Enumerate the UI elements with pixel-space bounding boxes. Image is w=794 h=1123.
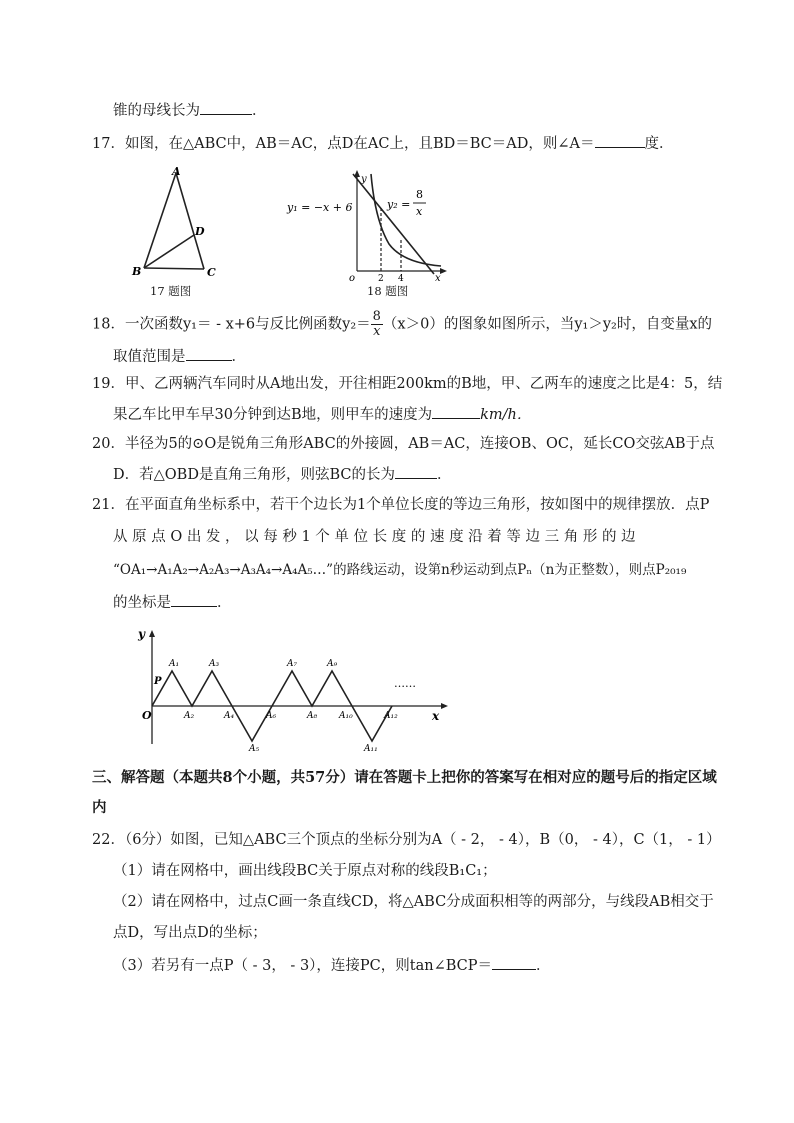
fig18-label-y2-num: 8 — [416, 188, 423, 201]
fig21-label-a9: A₉ — [327, 659, 338, 669]
answer-blank-17[interactable] — [595, 133, 645, 148]
fig21-dots: …… — [394, 677, 416, 690]
question-21-line4: 的坐标是 ． — [113, 592, 232, 613]
figure-18 — [285, 168, 450, 283]
fig18-label-x: x — [435, 273, 441, 283]
answer-blank-21[interactable] — [171, 592, 217, 607]
fig21-label-a5: A₅ — [249, 744, 260, 752]
question-21: 21．在平面直角坐标系中，若干个边长为1个单位长度的等边三角形，按如图中的规律摆放．点P — [92, 497, 710, 513]
fig17-label-D: D — [195, 225, 205, 238]
fig17-edge-AC — [176, 173, 204, 269]
fig21-label-a12: A₁₂ — [384, 711, 398, 721]
fig18-label-y1: y₁ = −x + 6 — [287, 201, 353, 214]
answer-blank-20[interactable] — [395, 464, 437, 479]
question-19-line2: 果乙车比甲车早30分钟到达B地，则甲车的速度为 km/h． — [113, 404, 531, 425]
answer-blank-22[interactable] — [492, 955, 536, 970]
figure-17 — [125, 163, 225, 283]
answer-blank-19[interactable] — [432, 404, 480, 419]
question-20-line2: D．若△OBD是直角三角形，则弦BC的长为 ． — [113, 464, 451, 485]
fig18-label-y2-den: x — [416, 205, 423, 218]
fig18-x-arrow — [440, 268, 447, 274]
fig17-edge-BD — [144, 235, 194, 268]
question-20: 20．半径为5的⊙O是锐角三角形ABC的外接圆，AB＝AC，连接OB、OC，延长CO交弦AB于点 — [92, 436, 715, 452]
fig21-label-o: O — [142, 709, 152, 722]
fig18-y-arrow — [354, 170, 360, 177]
fig21-label-a8: A₈ — [307, 711, 318, 721]
section-3-heading-line2: 内 — [92, 799, 107, 816]
fig17-edge-AB — [144, 173, 176, 268]
fig17-label-C: C — [207, 266, 216, 279]
fig21-label-a7: A₇ — [287, 659, 298, 669]
fig21-label-a4: A₄ — [224, 711, 235, 721]
caption-17: 17 题图 — [150, 284, 192, 298]
question-21-line2: 从 原 点 O 出 发 ， 以 每 秒 1 个 单 位 长 度 的 速 度 沿 着 等 边 三 角 形 的 边 — [113, 529, 636, 545]
fig21-label-a6: A₆ — [266, 711, 277, 721]
fig18-label-y: y — [361, 174, 367, 185]
fig21-label-p: P — [154, 676, 162, 687]
question-22: 22．（6分）如图，已知△ABC三个顶点的坐标分别为A（ - 2， - 4），B（0， - 4），C（1， - 1） — [92, 832, 721, 848]
question-22-part3: （3）若另有一点P（ - 3， - 3），连接PC，则tan∠BCP＝ ． — [113, 955, 551, 976]
question-21-line3: “OA₁→A₁A₂→A₂A₃→A₃A₄→A₄A₅…”的路线运动，设第n秒运动到点Pₙ（n为正整数），则点P₂₀₁₉ — [113, 562, 687, 578]
fig21-label-a11: A₁₁ — [364, 744, 378, 752]
fig21-label-x: x — [432, 709, 440, 723]
question-19: 19．甲、乙两辆汽车同时从A地出发，开往相距200km的B地，甲、乙两车的速度之比是4：5，结 — [92, 376, 723, 392]
q18-fraction: $\frac{8}{x}$ — [372, 309, 381, 339]
fig17-label-A: A — [172, 165, 181, 178]
answer-blank-18[interactable] — [186, 346, 232, 361]
fig18-label-o: o — [349, 273, 356, 283]
fig21-label-a2: A₂ — [184, 711, 195, 721]
question-18: 18．一次函数y₁＝ - x+6与反比例函数y₂＝ $\frac{8}{x}$ （x＞0）的图象如图所示，当y₁＞y₂时，自变量x的 — [92, 309, 713, 339]
figure-21 — [132, 622, 452, 752]
fig17-label-B: B — [132, 265, 142, 278]
answer-blank-16[interactable] — [200, 100, 252, 115]
section-3-heading: 三、解答题（本题共8个小题，共57分）请在答题卡上把你的答案写在相对应的题号后的指定区域 — [92, 769, 717, 786]
fig18-tick-2: 2 — [378, 274, 384, 283]
caption-18: 18 题图 — [367, 284, 409, 298]
question-17: 17．如图，在△ABC中，AB＝AC，点D在AC上，且BD＝BC＝AD，则∠A＝ 度． — [92, 133, 674, 154]
question-18-line2: 取值范围是 ． — [113, 346, 246, 367]
question-22-part2-line2: 点D，写出点D的坐标； — [113, 925, 267, 941]
fig21-label-a10: A₁₀ — [339, 711, 353, 721]
question-22-part1: （1）请在网格中，画出线段BC关于原点对称的线段B₁C₁； — [113, 863, 497, 879]
fig21-label-a3: A₃ — [209, 659, 220, 669]
fig21-x-arrow — [441, 703, 448, 709]
q16-tail: 锥的母线长为 ． — [113, 100, 267, 121]
fig17-edge-BC — [144, 268, 204, 269]
fig21-y-arrow — [149, 630, 155, 637]
fig21-label-y: y — [138, 627, 145, 641]
question-22-part2: （2）请在网格中，过点C画一条直线CD，将△ABC分成面积相等的两部分，与线段AB相交于 — [113, 894, 714, 910]
fig21-label-a1: A₁ — [169, 659, 180, 669]
fig18-tick-4: 4 — [398, 274, 404, 283]
fig18-label-y2: y₂ = — [387, 198, 411, 211]
